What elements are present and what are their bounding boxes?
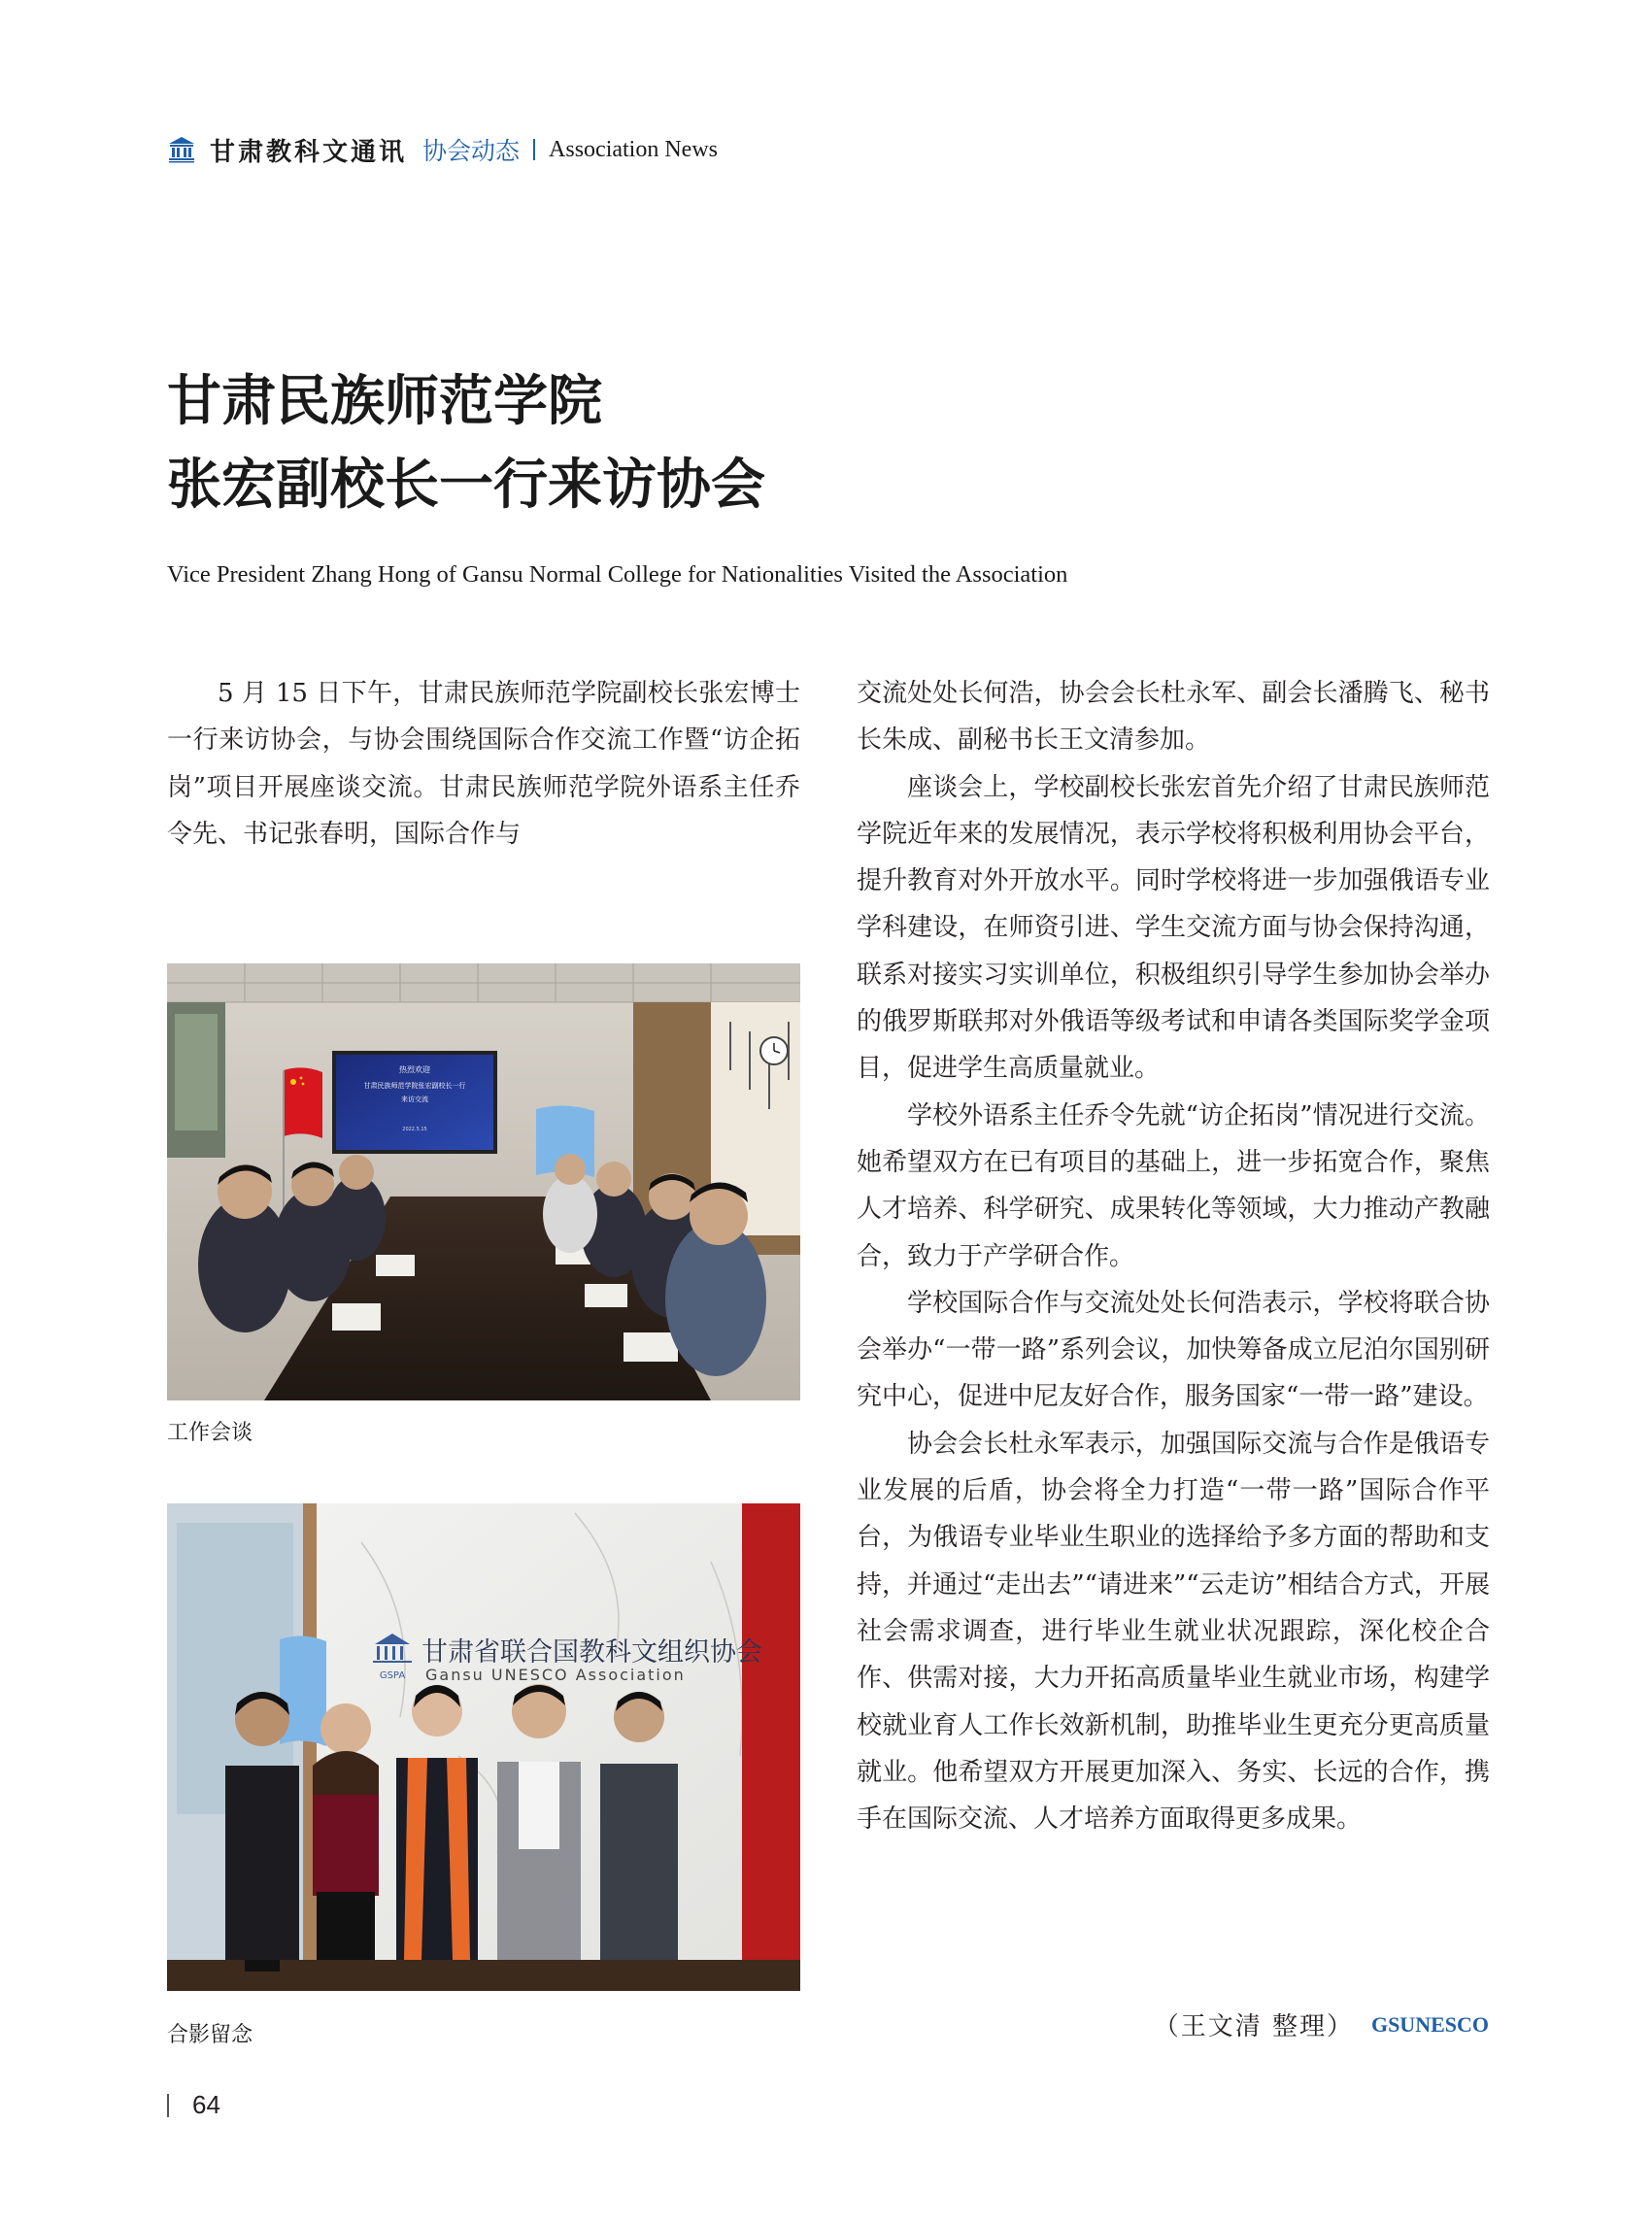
meeting-photo-caption: 工作会谈 (167, 1421, 253, 1445)
right-column (857, 670, 1490, 1842)
wall-abbr-text: GSPA (379, 1670, 406, 1681)
section-name-cn: 协会动态 (422, 137, 521, 165)
meeting-photo (167, 963, 800, 1400)
article-title (167, 359, 765, 526)
title-line-1: 甘肃民族师范学院 (167, 369, 602, 433)
page-number: 64 (192, 2090, 220, 2119)
editor-note: （王文清 整理） (1153, 2012, 1354, 2041)
header-divider (533, 139, 535, 160)
paragraph-continuation: 交流处处长何浩，协会会长杜永军、副会长潘腾飞、秘书长朱成、副秘书长王文清参加。 (857, 679, 1490, 756)
association-logo-icon (167, 135, 196, 164)
screen-welcome-text: 热烈欢迎 (399, 1065, 430, 1074)
paragraph-department-head: 学校外语系主任乔令先就“访企拓岗”情况进行交流。她希望双方在已有项目的基础上，进一步拓宽合作，聚焦人才培养、科学研究、成果转化等领域，大力推动产教融合，致力于产学研合作。 (857, 1100, 1490, 1271)
paragraph-vice-president: 座谈会上，学校副校长张宏首先介绍了甘肃民族师范学院近年来的发展情况，表示学校将积极利用协会平台，提升教育对外开放水平。同时学校将进一步加强俄语专业学科建设，在师资引进、学生交流方面与协会保持沟通，联系对接实习实训单位，积极组织引导学生参加协会举办的俄罗斯联邦对外俄语等级考试和申请各类国际奖学金项目，促进学生高质量就业。 (857, 772, 1490, 1084)
paragraph-international-office: 学校国际合作与交流处处长何浩表示，学校将联合协会举办“一带一路”系列会议，加快筹备成立尼泊尔国别研究中心，促进中尼友好合作，服务国家“一带一路”建设。 (857, 1288, 1490, 1412)
wall-association-name-en: Gansu UNESCO Association (425, 1666, 686, 1684)
paragraph-association-president: 协会会长杜永军表示，加强国际交流与合作是俄语专业发展的后盾，协会将全力打造“一带一路”国际合作平台，为俄语专业毕业生职业的选择给予多方面的帮助和支持，并通过“走出去”“请进来”“云走访”相结合方式，开展社会需求调查，进行毕业生就业状况跟踪，深化校企合作、供需对接，大力开拓高质量毕业生就业市场，构建学校就业育人工作长效新机制，助推毕业生更充分更高质量就业。他希望双方开展更加深入、务实、长远的合作，携手在国际交流、人才培养方面取得更多成果。 (857, 1429, 1490, 1835)
running-header (167, 132, 718, 167)
screen-visitor-text: 甘肃民族师范学院张宏副校长一行 (363, 1082, 466, 1090)
left-column (167, 670, 800, 858)
page-number-divider (167, 2094, 169, 2117)
group-photo (167, 1503, 800, 1991)
screen-exchange-text: 来访交流 (401, 1096, 428, 1103)
article-subtitle-en: Vice President Zhang Hong of Gansu Normal College for Nationalities Visited the Association (167, 561, 1068, 588)
editor-credit (1154, 2006, 1489, 2042)
group-photo-caption: 合影留念 (167, 2023, 253, 2047)
wall-association-name-cn: 甘肃省联合国教科文组织协会 (421, 1637, 762, 1668)
title-line-2: 张宏副校长一行来访协会 (167, 453, 765, 517)
editor-brand: GSUNESCO (1370, 2011, 1489, 2037)
section-name-en: Association News (549, 136, 719, 162)
screen-date-text: 2022.5.15 (402, 1127, 427, 1132)
paragraph-intro: 5 月 15 日下午，甘肃民族师范学院副校长张宏博士一行来访协会，与协会围绕国际合作交流工作暨“访企拓岗”项目开展座谈交流。甘肃民族师范学院外语系主任乔令先、书记张春明，国际合作与 (167, 679, 800, 849)
magazine-name: 甘肃教科文通讯 (210, 137, 408, 167)
